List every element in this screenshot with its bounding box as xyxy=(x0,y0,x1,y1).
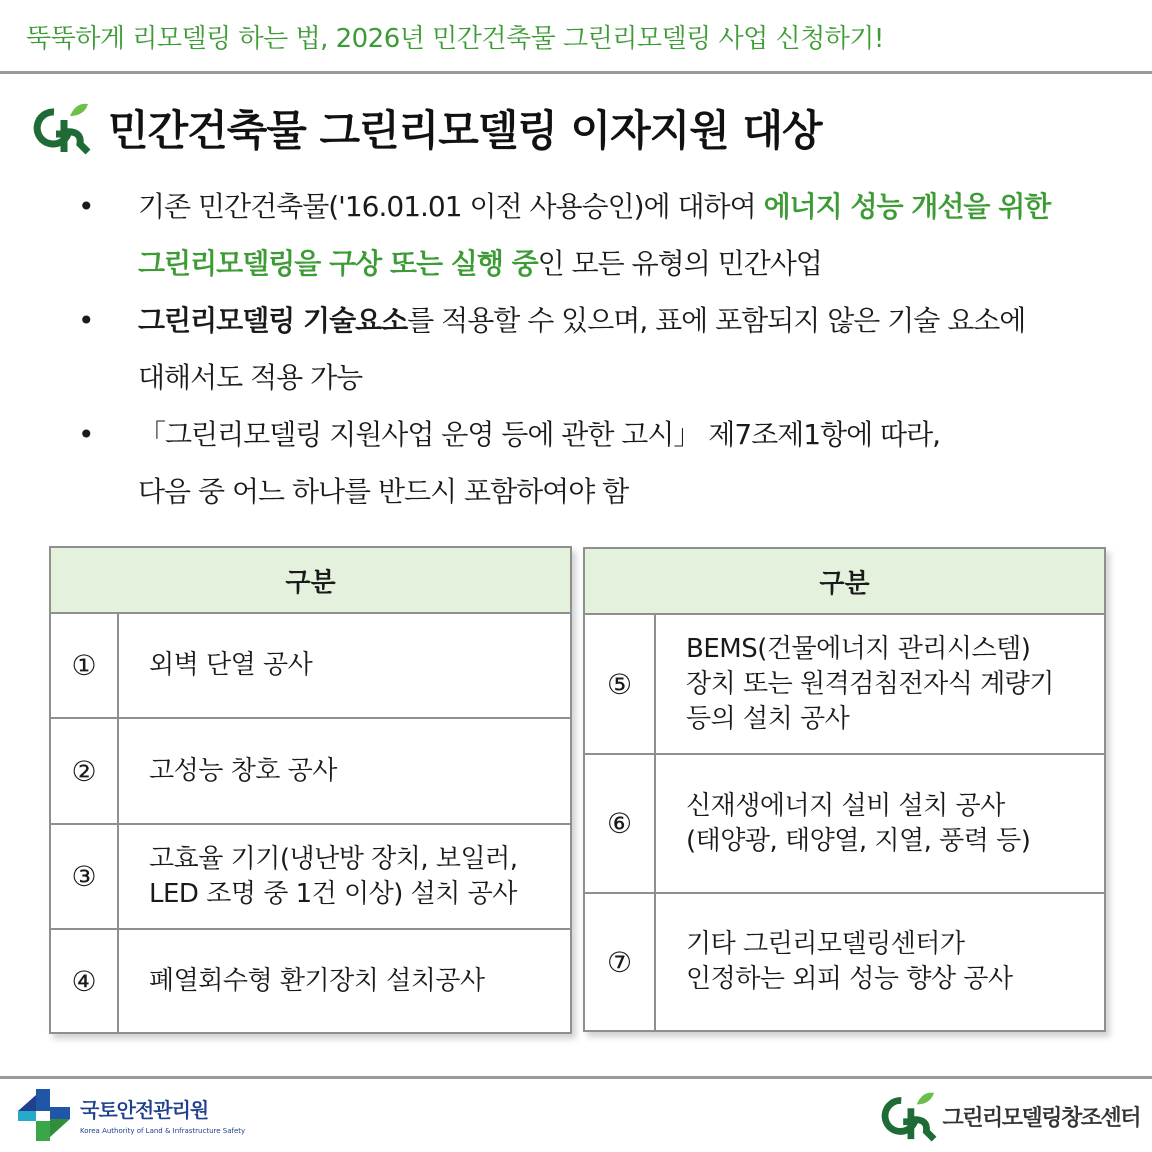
center-branding xyxy=(878,1088,1140,1144)
gr-logo-icon xyxy=(30,100,92,156)
bullet-item xyxy=(78,178,1128,292)
bullet-line: 다음 중 어느 하나를 반드시 포함하여야 함 xyxy=(138,475,629,508)
bullet-item xyxy=(78,406,1128,520)
agency-name: 국토안전관리원 xyxy=(80,1097,209,1122)
row-number: ④ xyxy=(51,930,119,1032)
table-row xyxy=(585,755,1104,894)
page-title: 민간건축물 그린리모델링 이자지원 대상 xyxy=(108,106,822,155)
row-description: 고효율 기기(냉난방 장치, 보일러, LED 조명 중 1건 이상) 설치 공사 xyxy=(149,843,518,909)
table-row xyxy=(51,719,570,825)
table-header: 구분 xyxy=(51,548,570,614)
bullet-line: 「그린리모델링 지원사업 운영 등에 관한 고시」 제7조제1항에 따라, xyxy=(138,418,941,451)
bullet-line xyxy=(138,178,1128,235)
top-banner xyxy=(0,0,1152,74)
row-description: 고성능 창호 공사 xyxy=(149,755,337,786)
banner-text: 뚝뚝하게 리모델링 하는 법, 2026년 민간건축물 그린리모델링 사업 신청하기! xyxy=(26,24,884,54)
section-heading xyxy=(30,96,822,160)
row-description: 외벽 단열 공사 xyxy=(149,650,313,680)
bullet-list xyxy=(78,178,1128,520)
works-table-right xyxy=(583,547,1106,1032)
bullet-text: 인 모든 유형의 민간사업 xyxy=(537,247,822,280)
bullet-text: 기존 민간건축물('16.01.01 이전 사용승인)에 대하여 xyxy=(138,190,764,223)
row-number: ⑤ xyxy=(585,615,656,753)
bullet-dot: • xyxy=(78,418,94,451)
bullet-highlight: 그린리모델링을 구상 또는 실행 중 xyxy=(138,247,538,280)
bullet-line: 대해서도 적용 가능 xyxy=(138,361,363,394)
row-description: 기타 그린리모델링센터가 인정하는 외피 성능 향상 공사 xyxy=(686,929,1013,994)
agency-branding xyxy=(14,1084,245,1144)
bullet-line xyxy=(138,235,1128,292)
row-number: ⑦ xyxy=(585,894,656,1030)
bullet-text: 를 적용할 수 있으며, 표에 포함되지 않은 기술 요소에 xyxy=(407,304,1026,337)
bullet-line xyxy=(138,292,1128,349)
row-description: 신재생에너지 설비 설치 공사 (태양광, 태양열, 지열, 풍력 등) xyxy=(686,790,1031,856)
table-header: 구분 xyxy=(585,549,1104,615)
row-number: ③ xyxy=(51,825,119,928)
bullet-item xyxy=(78,292,1128,406)
table-row xyxy=(51,930,570,1032)
table-row xyxy=(585,615,1104,755)
bullet-bold: 그린리모델링 기술요소 xyxy=(138,304,408,337)
works-table-left xyxy=(49,546,572,1034)
agency-name-en: Korea Authority of Land & Infrastructure Safety xyxy=(80,1126,246,1135)
row-number: ⑥ xyxy=(585,755,656,892)
center-name: 그린리모델링창조센터 xyxy=(942,1105,1140,1131)
kalis-logo-icon xyxy=(14,1085,72,1143)
table-row xyxy=(51,825,570,930)
gr-logo-icon xyxy=(878,1089,938,1143)
bullet-dot: • xyxy=(78,190,94,223)
top-divider xyxy=(0,71,1152,74)
row-description: BEMS(건물에너지 관리시스템) 장치 또는 원격검침전자식 계량기 등의 설치 공사 xyxy=(686,633,1054,734)
table-row xyxy=(585,894,1104,1030)
row-number: ① xyxy=(51,614,119,717)
bullet-highlight: 에너지 성능 개선을 위한 xyxy=(763,190,1051,223)
bullet-dot: • xyxy=(78,304,94,337)
row-number: ② xyxy=(51,719,119,823)
row-description: 폐열회수형 환기장치 설치공사 xyxy=(149,965,485,996)
table-row xyxy=(51,614,570,719)
agency-names xyxy=(80,1094,245,1135)
footer-divider xyxy=(0,1076,1152,1079)
